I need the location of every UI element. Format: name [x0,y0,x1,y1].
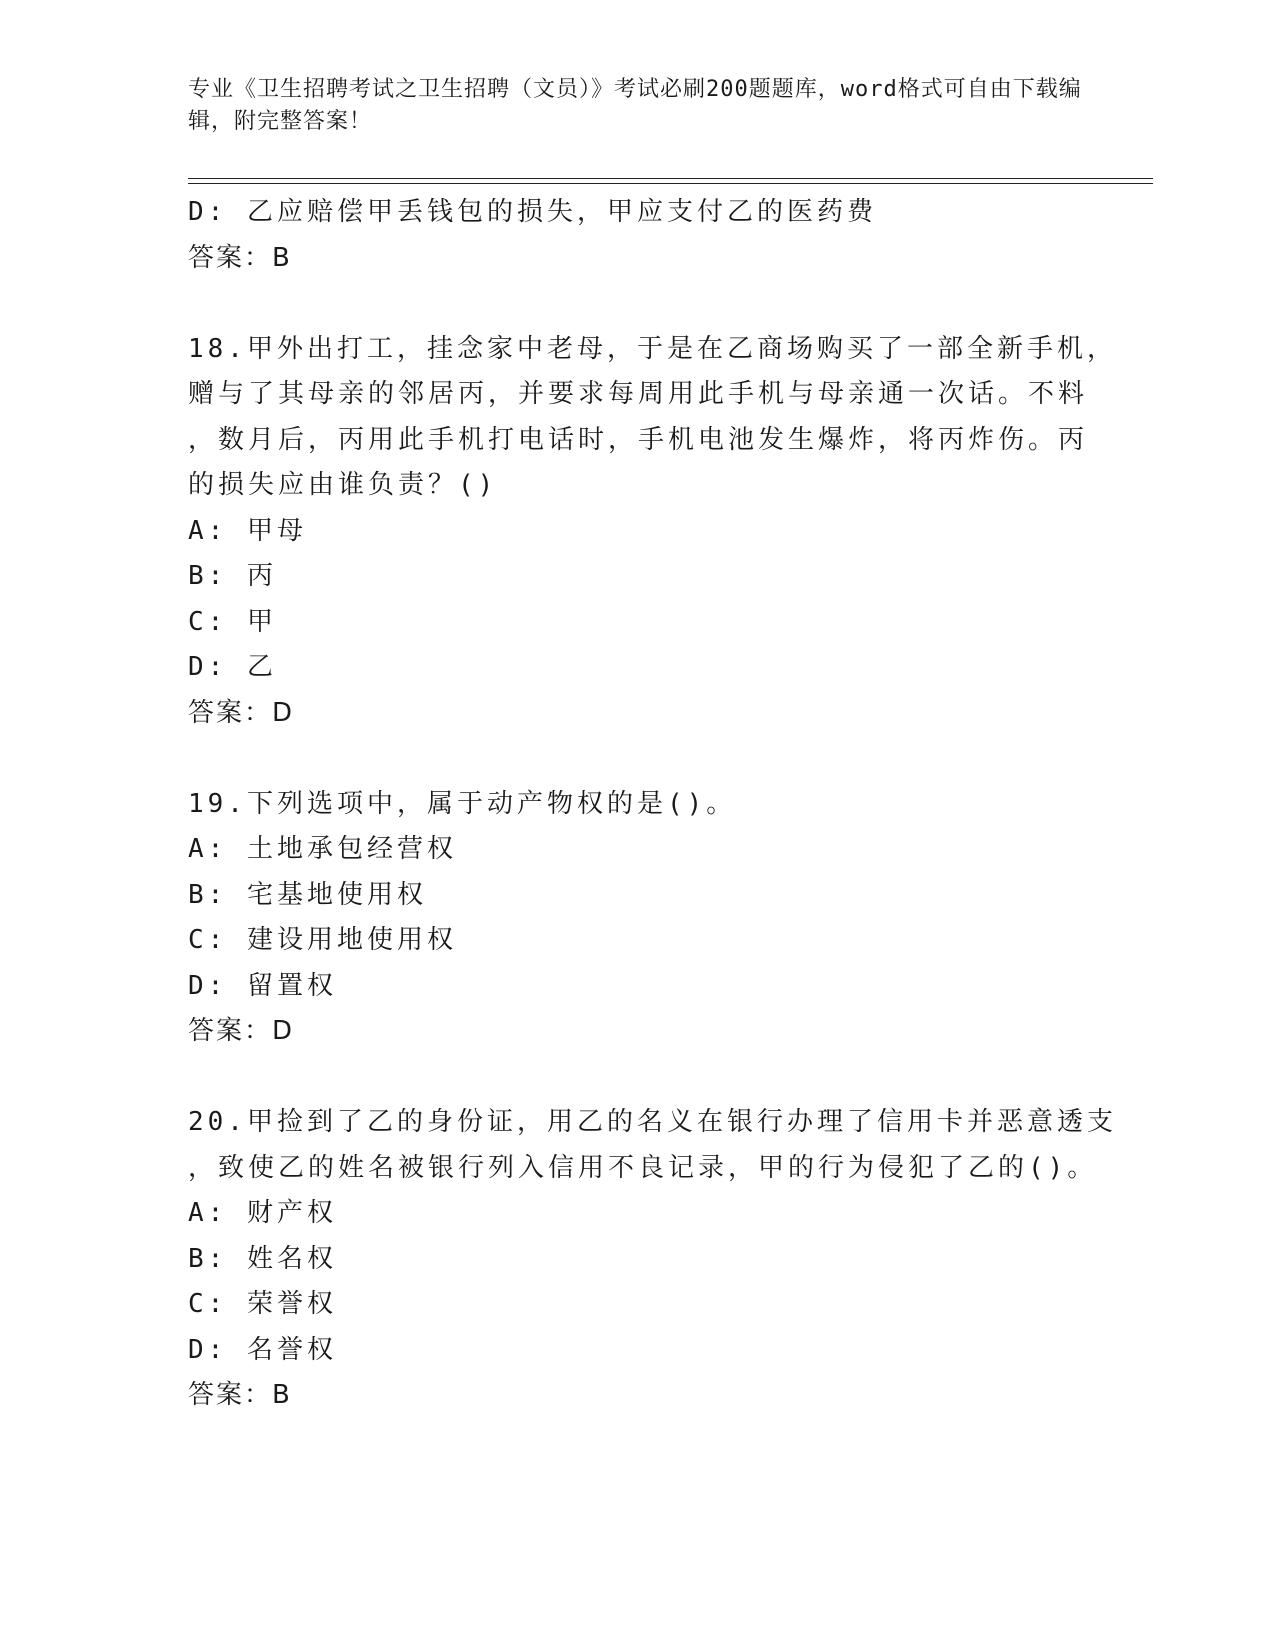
header-divider-top [188,178,1153,179]
option-c: C: 甲 [188,606,277,637]
option-a: A: 甲母 [188,515,307,546]
option-c: C: 建设用地使用权 [188,925,457,955]
question-stem-line: ，致使乙的姓名被银行列入信用不良记录，甲的行为侵犯了乙的()。 [188,1152,1098,1183]
option-a: A: 土地承包经营权 [188,834,457,864]
question-stem-line: ，数月后，丙用此手机打电话时，手机电池发生爆炸，将丙炸伤。丙 [188,424,1089,455]
answer: 答案：B [188,1380,292,1410]
question-20 [188,1100,1117,1419]
option-b: B: 宅基地使用权 [188,879,427,910]
spacer [188,736,1088,782]
question-content [188,190,1117,1419]
question-stem-line: 赠与了其母亲的邻居丙，并要求每周用此手机与母亲通一次话。不料 [188,379,1089,409]
spacer [188,281,1088,327]
question-18 [188,327,1117,737]
question-stem-line: 20.甲捡到了乙的身份证，用乙的名义在银行办理了信用卡并恶意透支 [188,1107,1117,1137]
question-stem-line: 19.下列选项中，属于动产物权的是()。 [188,788,737,819]
spacer [188,1055,1088,1101]
answer: 答案：D [188,697,295,728]
question-stem-line: 18.甲外出打工，挂念家中老母，于是在乙商场购买了一部全新手机， [188,333,1117,364]
option-a: A: 财产权 [188,1198,337,1228]
option-b: B: 姓名权 [188,1243,337,1274]
option-d: D: 名誉权 [188,1334,337,1365]
question-stem-line: 的损失应由谁负责？() [188,470,498,500]
header-divider-bottom [188,183,1153,184]
prev-option-d: D: 乙应赔偿甲丢钱包的损失，甲应支付乙的医药费 [188,197,877,227]
option-c: C: 荣誉权 [188,1289,337,1319]
question-19 [188,782,1088,1055]
document-header: 专业《卫生招聘考试之卫生招聘（文员）》考试必刷200题题库，word格式可自由下载编辑，附完整答案！ [188,77,1082,134]
option-d: D: 留置权 [188,970,337,1001]
option-d: D: 乙 [188,652,277,682]
prev-answer: 答案：B [188,242,292,273]
answer: 答案：D [188,1016,295,1046]
option-b: B: 丙 [188,561,277,591]
